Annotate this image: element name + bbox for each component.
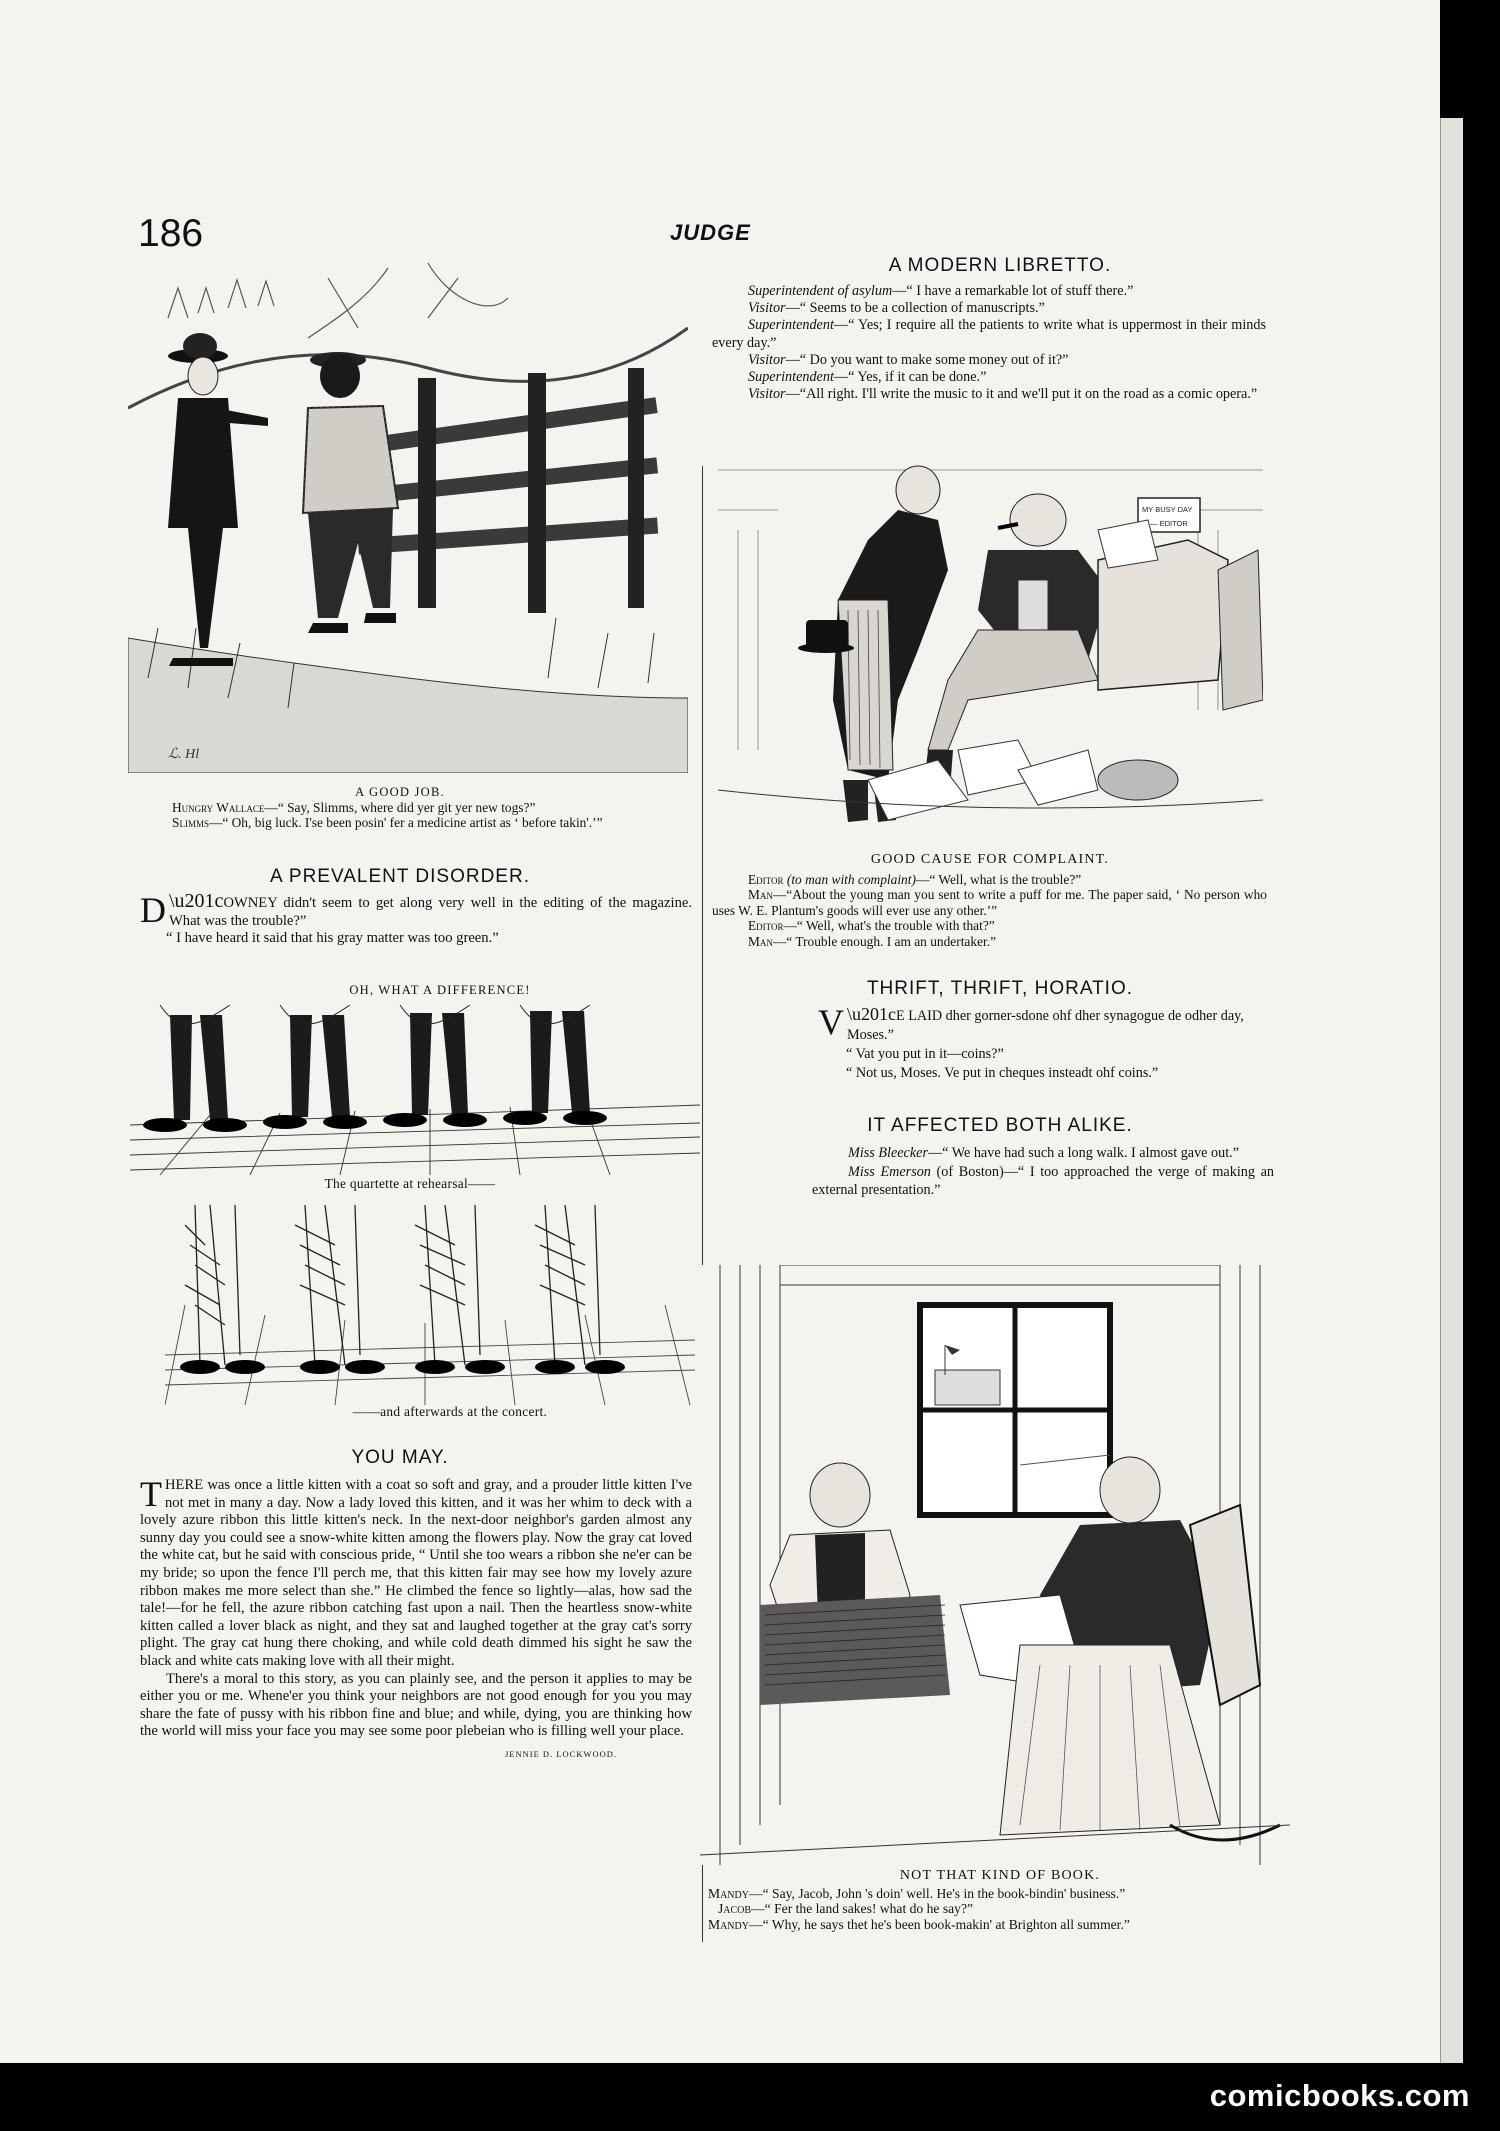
- good-cause-line2: —“About the young man you sent to write a puff for me. The paper said, ‘ No person who uses W. E. Plantum's goods will ever use any other.’”: [712, 887, 1267, 918]
- speaker-man-2: Man: [748, 933, 773, 949]
- not-that-kind-dialogue: [708, 1886, 1278, 1932]
- good-job-illustration: [128, 258, 688, 773]
- good-cause-line4: —“ Trouble enough. I am an undertaker.”: [772, 933, 997, 949]
- prevalent-disorder-p1: OWNEY didn't seem to get along very well in the editing of the magazine. What was the trouble?”: [169, 895, 692, 929]
- prevalent-disorder-title: A PREVALENT DISORDER.: [270, 866, 530, 887]
- good-cause-dialogue: [712, 872, 1267, 949]
- drop-cap-d: D: [140, 890, 166, 930]
- libretto-line1-speaker: Superintendent of asylum: [748, 283, 893, 299]
- affected-line2: (of Boston)—“ I too approached the verge of making an external presentation.”: [812, 1163, 1274, 1198]
- thrift-p1: E LAID dher gorner-sdone ohf dher synagogue de odher day, Moses.”: [847, 1008, 1244, 1043]
- not-that-kind-line2: —“ Fer the land sakes! what do he say?”: [751, 1901, 974, 1917]
- thrift-p3: “ Not us, Moses. Ve put in cheques insteadt ohf coins.”: [846, 1065, 1159, 1081]
- speaker-editor-2: Editor: [748, 918, 784, 934]
- quartette-rehearsal-illustration: [130, 1005, 700, 1180]
- editor-office-illustration: [718, 450, 1263, 850]
- you-may-p2: There's a moral to this story, as you can plainly see, and the person it applies to may be either you or me. Whene'er you think your neighbors are not good enough for you you may share the fate of pussy with his ribbon fine and blue; and while, dying, you are thinking how the world will miss your face you may see some poor plebeian who is filling well your place.: [140, 1670, 692, 1740]
- good-cause-aside: (to man with complaint): [786, 872, 916, 887]
- libretto-line6: —“All right. I'll write the music to it and we'll put it on the road as a comic opera.”: [785, 386, 1258, 403]
- good-cause-title: GOOD CAUSE FOR COMPLAINT.: [870, 852, 1110, 867]
- thrift-p2: “ Vat you put in it—coins?”: [846, 1046, 1004, 1062]
- speaker-miss-emerson: Miss Emerson: [848, 1163, 931, 1180]
- prevalent-disorder-text: \u201c D OWNEY didn't seem to get along very well in the editing of the magazine. What was the trouble?” “ I have heard it said that his gray matter was too green.”: [140, 890, 692, 947]
- good-cause-line1: —“ Well, what is the trouble?”: [915, 872, 1082, 887]
- libretto-line1: —“ I have a remarkable lot of stuff there.”: [892, 283, 1134, 299]
- thrift-text: \u201c V E LAID dher gorner-sdone ohf dher synagogue de odher day, Moses.” “ Vat you put in it—coins?” “ Not us, Moses. Ve put in cheques insteadt ohf coins.”: [818, 1005, 1270, 1083]
- you-may-title: YOU MAY.: [351, 1447, 449, 1468]
- speaker-mandy-1: Mandy: [708, 1886, 749, 1901]
- affected-title: IT AFFECTED BOTH ALIKE.: [867, 1115, 1133, 1136]
- libretto-line5: —“ Yes, if it can be done.”: [833, 369, 987, 386]
- good-job-line1: —“ Say, Slimms, where did yer git yer new togs?”: [264, 800, 536, 815]
- libretto-line2-speaker: Visitor: [748, 300, 786, 317]
- libretto-line4: —“ Do you want to make some money out of it?”: [785, 351, 1069, 368]
- speaker-editor-1: Editor: [748, 872, 784, 887]
- affected-line1: —“ We have had such a long walk. I almost gave out.”: [927, 1145, 1239, 1161]
- artist-signature: ℒ. Hl: [168, 747, 200, 762]
- concert-caption: ——and afterwards at the concert.: [352, 1404, 548, 1419]
- sign-line1: MY BUSY DAY: [1142, 505, 1193, 514]
- not-that-kind-line3: —“ Why, he says thet he's been book-makin' at Brighton all summer.”: [748, 1916, 1130, 1932]
- libretto-line4-speaker: Visitor: [748, 351, 786, 368]
- libretto-title: A MODERN LIBRETTO.: [888, 255, 1112, 276]
- page-number: 186: [138, 212, 204, 255]
- speaker-slimms: Slimms: [172, 815, 209, 831]
- not-that-kind-title: NOT THAT KIND OF BOOK.: [899, 1868, 1101, 1883]
- libretto-dialogue: [712, 283, 1266, 403]
- libretto-line2: —“ Seems to be a collection of manuscripts.”: [785, 300, 1045, 317]
- libretto-line5-speaker: Superintendent: [748, 369, 834, 386]
- you-may-text: [140, 1474, 692, 1741]
- speaker-miss-bleecker: Miss Bleecker: [848, 1145, 928, 1161]
- libretto-line6-speaker: Visitor: [748, 386, 786, 403]
- you-may-p1: HERE was once a little kitten with a coat so soft and gray, and a prouder little kitten I've not met in many a day. Now a lady loved this kitten, and it was her whim to deck with a lovely azure ribbon this little kitten's neck. In the next-door neighbor's garden almost any sunny day you could see a snow-white kitten among the flowers play. Now the gray cat loved the white cat, but he said with conscious pride, “ Until she too wears a ribbon she ne'er can be my bride; so upon the fence I'll perch me, that this kitten fair may see how my lovely azure ribbon makes me more select than she.” He climbed the fence so lightly—alas, how sad the tale!—for he fell, the azure ribbon catching fast upon a nail. Then the heartless snow-white kitten called a lover black as night, and they sat and laughed together at the gray cat's sorry plight. The gray cat hung there choking, and while cold death dimmed his sight he saw the black and white cats making love with all their might.: [140, 1477, 692, 1669]
- speaker-jacob: Jacob: [718, 1901, 752, 1917]
- drop-cap-v: V: [818, 1002, 844, 1042]
- drop-cap-t: T: [140, 1474, 162, 1514]
- prevalent-disorder-p2: “ I have heard it said that his gray matter was too green.”: [166, 930, 499, 947]
- not-that-kind-line1: —“ Say, Jacob, John 's doin' well. He's in the book-bindin' business.”: [748, 1886, 1126, 1901]
- good-job-dialogue: [140, 800, 690, 831]
- next-page-edge: [1440, 118, 1463, 2063]
- libretto-line3: —“ Yes; I require all the patients to write what is uppermost in their minds every day.”: [712, 317, 1266, 351]
- thrift-title: THRIFT, THRIFT, HORATIO.: [866, 978, 1134, 999]
- sign-line2: — EDITOR: [1150, 519, 1188, 528]
- site-watermark: comicbooks.com: [1209, 2078, 1470, 2113]
- speaker-mandy-2: Mandy: [708, 1916, 749, 1932]
- libretto-line3-speaker: Superintendent: [748, 317, 834, 334]
- speaker-man-1: Man: [748, 887, 773, 903]
- good-job-line2: —“ Oh, big luck. I'se been posin' fer a medicine artist as ‘ before takin'.’”: [208, 815, 603, 831]
- rehearsal-caption: The quartette at rehearsal——: [324, 1176, 496, 1191]
- speaker-hungry-wallace: Hungry Wallace: [172, 800, 265, 815]
- not-that-kind-illustration: [700, 1265, 1290, 1865]
- quartette-concert-illustration: [165, 1205, 695, 1405]
- good-job-title: A GOOD JOB.: [355, 785, 445, 799]
- you-may-signature: JENNIE D. LOCKWOOD.: [505, 1749, 618, 1759]
- masthead: JUDGE: [670, 220, 751, 245]
- affected-text: [812, 1144, 1274, 1200]
- good-cause-line3: —“ Well, what's the trouble with that?”: [783, 918, 995, 934]
- difference-title: OH, WHAT A DIFFERENCE!: [349, 983, 531, 997]
